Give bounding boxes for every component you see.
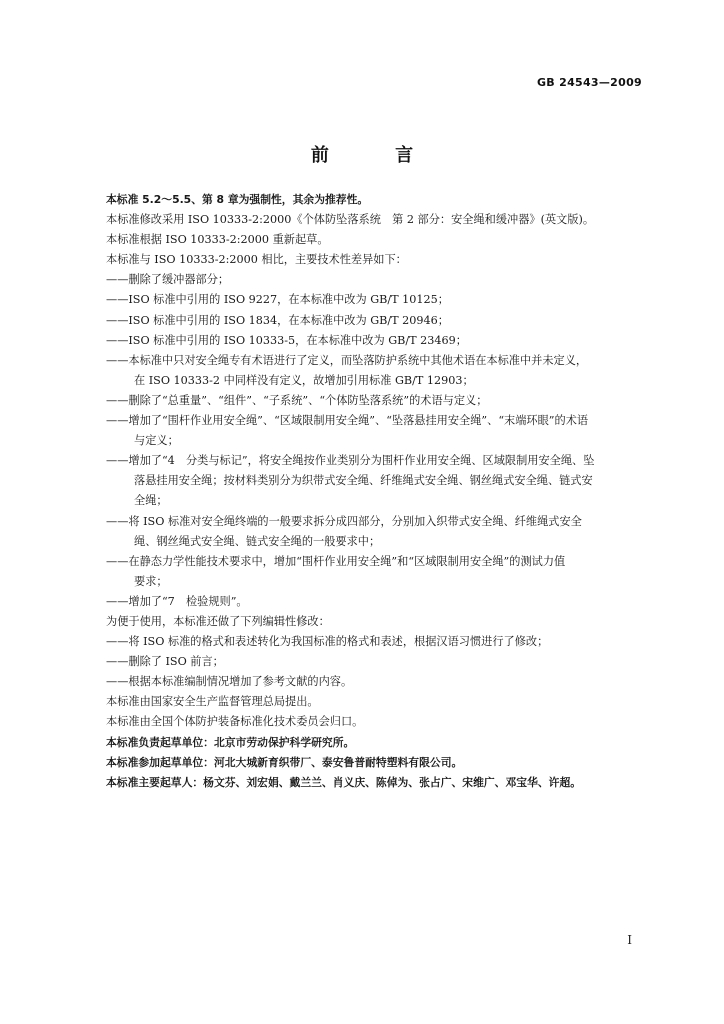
text-line: 本标准根据 ISO 10333-2:2000 重新起草。: [106, 233, 329, 247]
text-line: ——在静态力学性能技术要求中，增加“围杆作业用安全绳”和“区域限制用安全绳”的测试力值: [106, 554, 566, 568]
text-line: ——ISO 标准中引用的 ISO 1834，在本标准中改为 GB/T 20946；: [106, 313, 449, 327]
text-line: 全绳；: [134, 494, 168, 508]
page-number: I: [627, 933, 632, 947]
text-line: ——ISO 标准中引用的 ISO 10333-5，在本标准中改为 GB/T 23469；: [106, 333, 467, 347]
text-line: 要求；: [134, 574, 168, 588]
text-line: 本标准主要起草人：杨文芬、刘宏娟、戴兰兰、肖义庆、陈倬为、张占广、宋维广、邓宝华、许超。: [106, 775, 582, 789]
text-line: 本标准负责起草单位：北京市劳动保护科学研究所。: [106, 735, 355, 749]
text-line: 本标准 5.2～5.5、第 8 章为强制性，其余为推荐性。: [106, 193, 369, 206]
text-line: 本标准与 ISO 10333-2:2000 相比，主要技术性差异如下：: [106, 253, 407, 267]
text-line: 与定义；: [134, 434, 179, 448]
text-line: ——增加了“4 分类与标记”，将安全绳按作业类别分为围杆作业用安全绳、区域限制用安全绳、坠: [106, 454, 595, 468]
text-line: ——增加了“7 检验规则”。: [106, 594, 248, 608]
text-line: 为便于使用，本标准还做了下列编辑性修改：: [106, 614, 330, 628]
text-line: ——将 ISO 标准对安全绳终端的一般要求拆分成四部分，分别加入织带式安全绳、纤维绳式安全: [106, 514, 582, 528]
page-title: 前 言: [310, 145, 444, 166]
text-line: ——将 ISO 标准的格式和表述转化为我国标准的格式和表述，根据汉语习惯进行了修改；: [106, 635, 549, 649]
text-line: ——ISO 标准中引用的 ISO 9227，在本标准中改为 GB/T 10125；: [106, 293, 449, 307]
text-line: ——本标准中只对安全绳专有术语进行了定义，而坠落防护系统中其他术语在本标准中并未定义，: [106, 353, 588, 367]
text-line: ——删除了缓冲器部分；: [106, 273, 230, 287]
text-line: 本标准修改采用 ISO 10333-2:2000《个体防坠落系统 第 2 部分：安全绳和缓冲器》(英文版)。: [106, 213, 595, 227]
text-line: ——增加了“围杆作业用安全绳”、“区域限制用安全绳”、“坠落悬挂用安全绳”、“末端环眼”的术语: [106, 414, 589, 428]
text-line: ——删除了 ISO 前言；: [106, 655, 224, 669]
text-line: 在 ISO 10333-2 中同样没有定义，故增加引用标准 GB/T 12903；: [134, 373, 474, 387]
text-line: 本标准由全国个体防护装备标准化技术委员会归口。: [106, 715, 364, 729]
text-line: 落悬挂用安全绳；按材料类别分为织带式安全绳、纤维绳式安全绳、钢丝绳式安全绳、链式安: [134, 474, 593, 488]
text-line: ——根据本标准编制情况增加了参考文献的内容。: [106, 675, 353, 689]
text-line: ——删除了“总重量”、“组件”、“子系统”、“个体防坠落系统”的术语与定义；: [106, 393, 488, 407]
text-line: 本标准参加起草单位：河北大城新育织带厂、泰安鲁普耐特塑料有限公司。: [106, 755, 463, 769]
standard-number: GB 24543—2009: [536, 76, 642, 89]
text-line: 本标准由国家安全生产监督管理总局提出。: [106, 695, 319, 709]
text-line: 绳、钢丝绳式安全绳、链式安全绳的一般要求中；: [134, 534, 381, 548]
foreword-body: [106, 190, 646, 793]
